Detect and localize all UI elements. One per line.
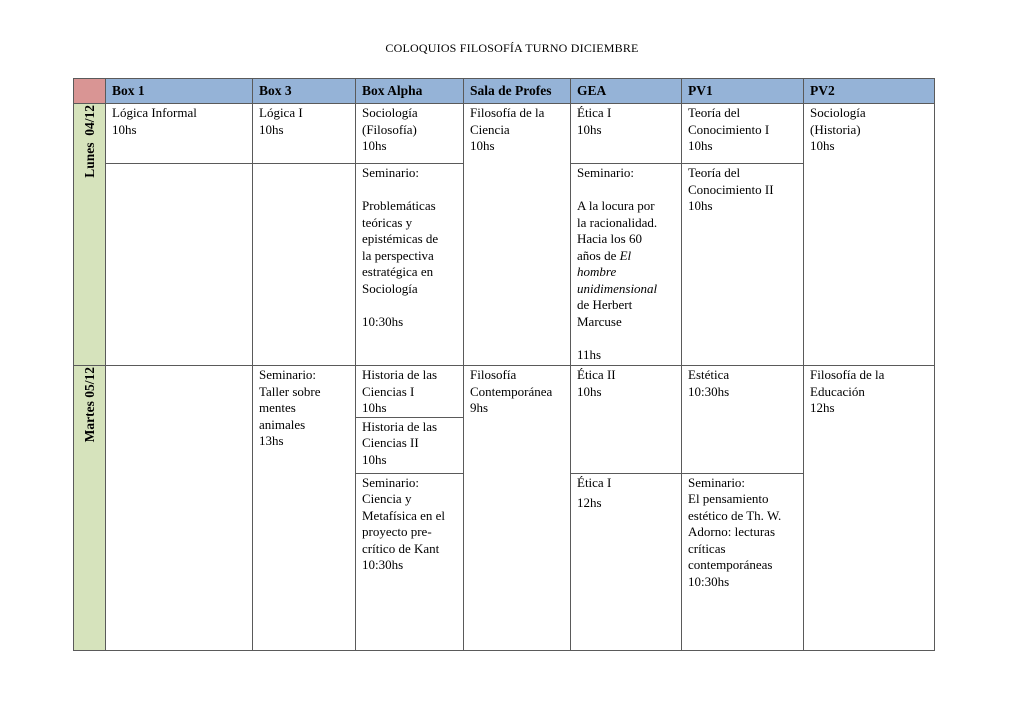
- cell-line: Conocimiento I: [688, 121, 770, 137]
- cell-line: Teoría del: [688, 105, 741, 120]
- cell-line: 10hs: [577, 121, 602, 137]
- cell-line: 12hs: [810, 400, 835, 415]
- cell-line: 10hs: [470, 138, 495, 153]
- cell-line: Ciencias II: [362, 435, 419, 450]
- cell-line: críticas: [688, 540, 726, 556]
- martes-box1-empty: [106, 366, 253, 651]
- cell-line: la perspectiva: [362, 247, 434, 263]
- cell-line: estratégica en: [362, 264, 434, 279]
- cell-line: proyecto pre-: [362, 524, 432, 539]
- cell-line: Conocimiento II: [688, 181, 774, 197]
- lunes-sala-filosofia-ciencia: [464, 104, 571, 366]
- cell-line: 11hs: [577, 346, 602, 362]
- cell-line: 10:30hs: [362, 313, 404, 329]
- cell-line: Seminario:: [362, 165, 420, 180]
- martes-pv1-seminario-adorno: [682, 473, 804, 650]
- lunes-pv1-teoria-conocimiento-ii: [682, 164, 804, 366]
- cell-line: Sociología: [362, 105, 418, 120]
- header-pv1: PV1: [682, 79, 804, 104]
- lunes-box1-logica-informal: [106, 104, 253, 164]
- cell-line: Sociología: [810, 105, 866, 120]
- day-label-martes: Martes 05/12: [74, 366, 106, 651]
- cell-line: Estética: [688, 367, 730, 382]
- header-box3: Box 3: [253, 79, 356, 104]
- martes-row-1: [74, 366, 935, 418]
- cell-line: Educación: [810, 383, 865, 399]
- header-gea: GEA: [571, 79, 682, 104]
- lunes-box3-logica-i: [253, 104, 356, 164]
- cell-line: epistémicas de: [362, 231, 439, 246]
- cell-line: Taller sobre: [259, 383, 321, 399]
- cell-line: 10:30hs: [688, 383, 730, 399]
- cell-line: la racionalidad.: [577, 214, 658, 230]
- cell-line: A la locura por: [577, 198, 655, 213]
- cell-line: [577, 330, 676, 347]
- lunes-gea-etica-i: [571, 104, 682, 164]
- cell-line: Seminario:: [577, 165, 635, 180]
- cell-line: contemporáneas: [688, 557, 773, 572]
- cell-line: Metafísica en el: [362, 507, 446, 523]
- document-title: COLOQUIOS FILOSOFÍA TURNO DICIEMBRE: [385, 41, 639, 55]
- lunes-alpha-sociologia: [356, 104, 464, 164]
- cell-line: Ciencia: [470, 121, 510, 137]
- cell-line: Ética I: [577, 105, 612, 120]
- cell-line: Lógica Informal: [112, 105, 197, 120]
- cell-line: Historia de las: [362, 418, 438, 434]
- cell-line: 10hs: [112, 121, 137, 137]
- martes-gea-etica-i: Ética I 12hs: [571, 473, 682, 650]
- cell-line: 10hs: [577, 383, 602, 399]
- martes-pv2-filosofia-educacion: [804, 366, 935, 651]
- cell-line: (Filosofía): [362, 121, 417, 137]
- cell-line: 10hs: [362, 451, 387, 467]
- cell-line: Teoría del: [688, 165, 741, 180]
- martes-sala-filosofia-contemporanea: [464, 366, 571, 651]
- martes-box3-seminario-mentes: [253, 366, 356, 651]
- martes-alpha-seminario-kant: [356, 473, 464, 650]
- cell-line: 10hs: [362, 138, 387, 153]
- cell-line: Hacia los 60: [577, 231, 642, 246]
- cell-line: 10hs: [810, 138, 835, 153]
- cell-line: Problemáticas: [362, 198, 436, 213]
- cell-line: Marcuse: [577, 313, 622, 329]
- lunes-row-1: [74, 104, 935, 164]
- cell-line: [362, 182, 458, 199]
- lunes-gea-seminario-marcuse: Seminario: A la locura por la racionalidad. Hacia los 60 años de El hombre unidimensional de Herbert Marcuse 11hs: [571, 164, 682, 366]
- cell-line: 9hs: [470, 400, 489, 415]
- cell-line: [577, 182, 676, 199]
- cell-line: 10:30hs: [688, 573, 730, 589]
- cell-line: 10hs: [362, 400, 387, 415]
- cell-line: Historia de las: [362, 367, 438, 382]
- schedule-table: [73, 78, 935, 651]
- cell-line: 10hs: [259, 121, 284, 137]
- header-pv2: PV2: [804, 79, 935, 104]
- cell-line: Adorno: lecturas: [688, 524, 776, 539]
- header-box-alpha: Box Alpha: [356, 79, 464, 104]
- header-box1: Box 1: [106, 79, 253, 104]
- cell-line: mentes: [259, 400, 296, 415]
- cell-line: crítico de Kant: [362, 540, 440, 556]
- cell-line: [362, 297, 458, 314]
- cell-line: 13hs: [259, 433, 284, 448]
- header-row: [74, 79, 935, 104]
- lunes-box3-empty: [253, 164, 356, 366]
- cell-line: Contemporánea: [470, 383, 553, 399]
- cell-line: 10hs: [688, 198, 713, 213]
- cell-line: Ciencias I: [362, 383, 415, 399]
- cell-line: estético de Th. W.: [688, 507, 782, 523]
- cell-line: Filosofía de la: [810, 367, 885, 382]
- cell-line: Seminario:: [688, 474, 746, 490]
- cell-line: Filosofía: [470, 367, 517, 382]
- cell-line: Seminario:: [259, 367, 317, 382]
- cell-line: Ética II: [577, 367, 616, 382]
- cell-line: Seminario:: [362, 474, 420, 490]
- cell-line: Sociología: [362, 280, 418, 296]
- cell-line: 10:30hs: [362, 557, 404, 572]
- cell-line: Lógica I: [259, 105, 303, 120]
- header-sala-de-profes: Sala de Profes: [464, 79, 571, 104]
- lunes-pv1-teoria-conocimiento-i: [682, 104, 804, 164]
- lunes-box1-empty: [106, 164, 253, 366]
- day-label-lunes: Lunes 04/12: [74, 104, 106, 366]
- corner-cell: [74, 79, 106, 104]
- cell-line: teóricas y: [362, 214, 413, 230]
- cell-line: animales: [259, 416, 306, 432]
- martes-alpha-historia-ciencias-i: [356, 366, 464, 418]
- cell-line: 10hs: [688, 138, 713, 153]
- martes-gea-etica-ii: [571, 366, 682, 474]
- cell-line: Ciencia y: [362, 491, 412, 506]
- cell-line: Filosofía de la: [470, 105, 545, 120]
- martes-alpha-historia-ciencias-ii: [356, 417, 464, 473]
- cell-line: de Herbert: [577, 297, 633, 312]
- martes-pv1-estetica: [682, 366, 804, 474]
- cell-line: El pensamiento: [688, 491, 769, 506]
- lunes-pv2-sociologia-historia: [804, 104, 935, 366]
- lunes-alpha-seminario: [356, 164, 464, 366]
- cell-line: (Historia): [810, 121, 861, 137]
